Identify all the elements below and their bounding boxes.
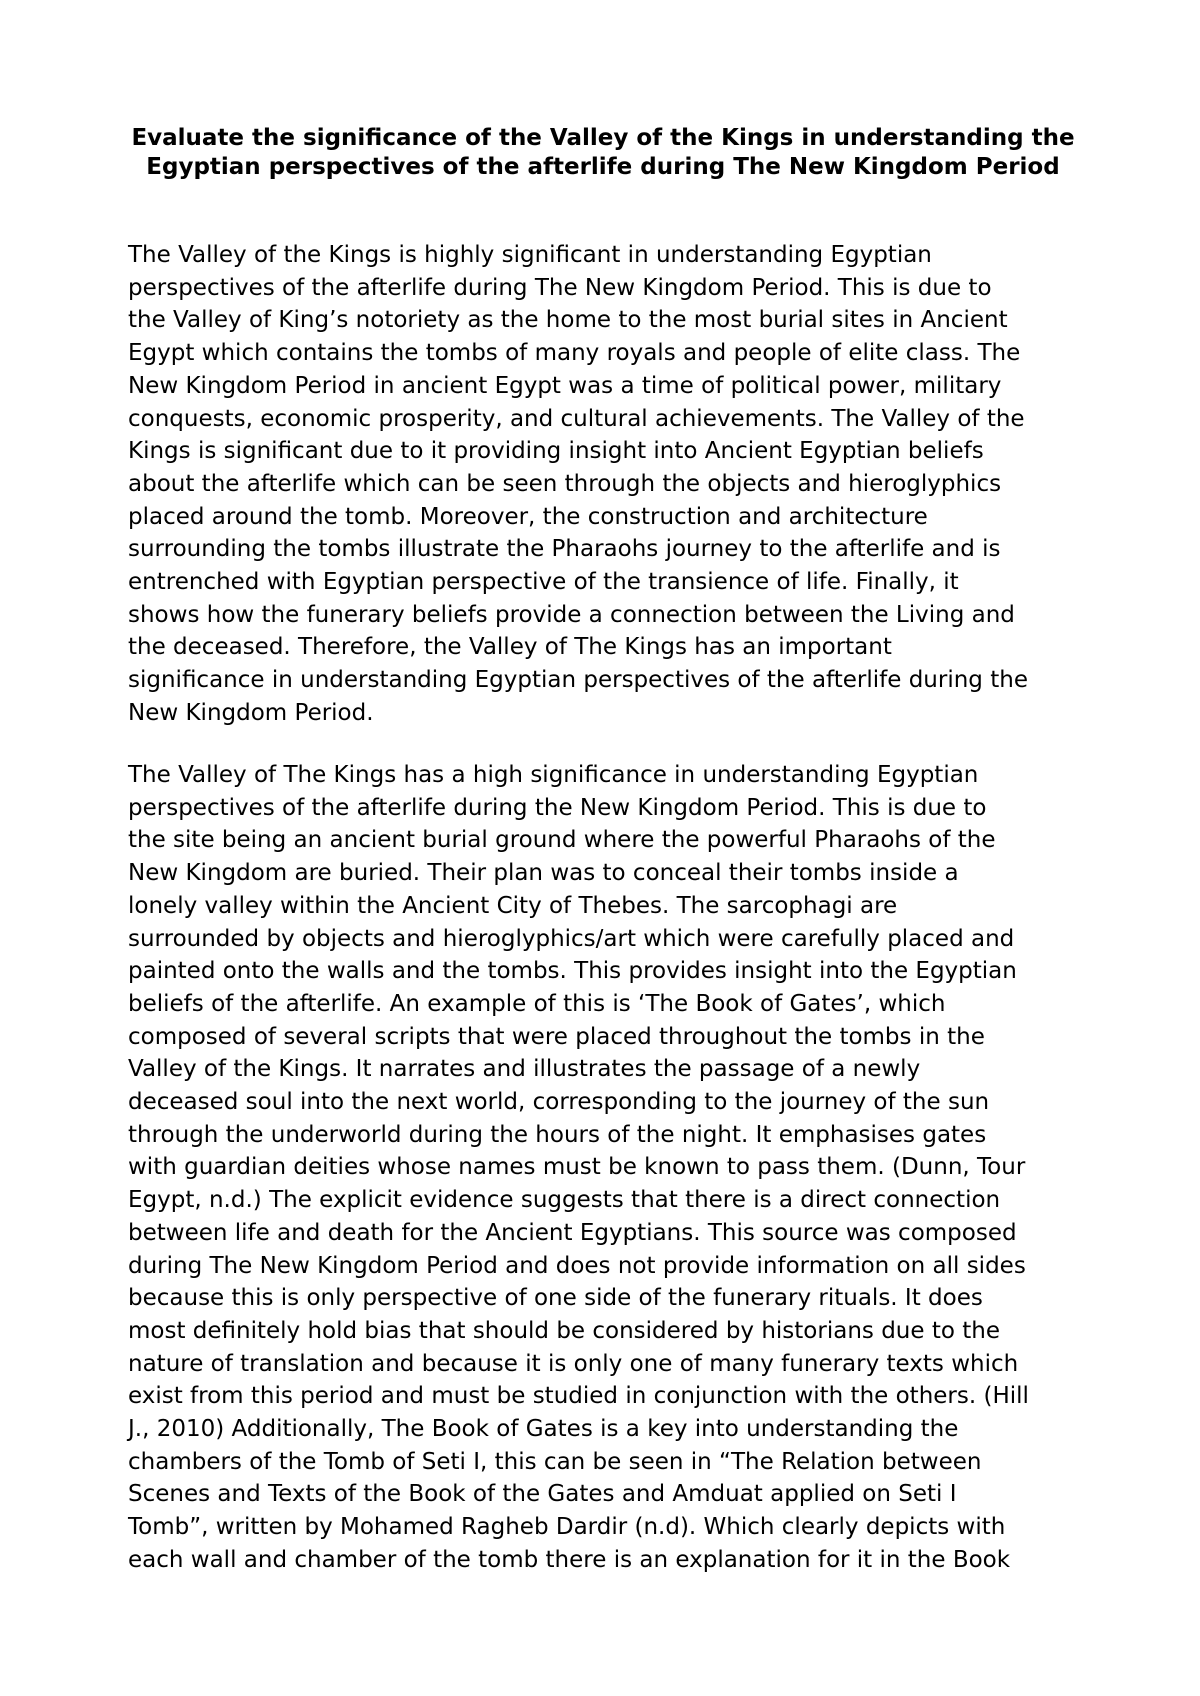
paragraph-line: through the underworld during the hours of the night. It emphasises gates: [128, 1121, 987, 1148]
paragraph-line: shows how the funerary beliefs provide a connection between the Living and: [128, 601, 1015, 628]
paragraph-line: conquests, economic prosperity, and cultural achievements. The Valley of the: [128, 405, 1025, 432]
paragraph-line: New Kingdom are buried. Their plan was to conceal their tombs inside a: [128, 860, 959, 887]
paragraph-line: Valley of the Kings. It narrates and illustrates the passage of a newly: [128, 1056, 921, 1083]
paragraph-line: because this is only perspective of one side of the funerary rituals. It does: [128, 1285, 983, 1312]
paragraph-line: the site being an ancient burial ground where the powerful Pharaohs of the: [128, 827, 996, 854]
document-title: Evaluate the significance of the Valley of the Kings in understanding the Egyptian perspectives of the afterlife during The New Kingdom Period: [131, 125, 1075, 180]
paragraph-line: exist from this period and must be studied in conjunction with the others. (Hill: [128, 1383, 1029, 1410]
paragraph-line: J., 2010) Additionally, The Book of Gates is a key into understanding the: [128, 1416, 959, 1443]
paragraph-line: placed around the tomb. Moreover, the construction and architecture: [128, 503, 928, 530]
paragraph-line: beliefs of the afterlife. An example of this is ‘The Book of Gates’, which: [128, 990, 946, 1017]
paragraph-line: with guardian deities whose names must be known to pass them. (Dunn, Tour: [128, 1154, 1026, 1181]
paragraph-line: Kings is significant due to it providing insight into Ancient Egyptian beliefs: [128, 438, 984, 465]
paragraph-line: chambers of the Tomb of Seti I, this can be seen in “The Relation between: [128, 1448, 982, 1475]
paragraph-line: perspectives of the afterlife during The New Kingdom Period. This is due to: [128, 274, 992, 301]
paragraph-line: composed of several scripts that were placed throughout the tombs in the: [128, 1023, 985, 1050]
paragraph-line: about the afterlife which can be seen through the objects and hieroglyphics: [128, 470, 1002, 497]
paragraph-line: surrounding the tombs illustrate the Pharaohs journey to the afterlife and is: [128, 536, 1001, 563]
paragraph-line: the deceased. Therefore, the Valley of The Kings has an important: [128, 634, 892, 661]
paragraph-line: Scenes and Texts of the Book of the Gates and Amduat applied on Seti I: [128, 1481, 957, 1508]
paragraph-line: perspectives of the afterlife during the New Kingdom Period. This is due to: [128, 794, 987, 821]
paragraph-introduction: [128, 239, 1088, 730]
paragraph-line: The Valley of the Kings is highly significant in understanding Egyptian: [128, 242, 932, 268]
paragraph-line: between life and death for the Ancient Egyptians. This source was composed: [128, 1219, 1017, 1246]
paragraph-line: lonely valley within the Ancient City of Thebes. The sarcophagi are: [128, 892, 898, 919]
paragraph-line: significance in understanding Egyptian perspectives of the afterlife during the: [128, 667, 1028, 694]
paragraph-body: [128, 759, 1088, 1577]
paragraph-line: entrenched with Egyptian perspective of the transience of life. Finally, it: [128, 569, 959, 596]
paragraph-line: during The New Kingdom Period and does not provide information on all sides: [128, 1252, 1026, 1279]
paragraph-line: New Kingdom Period.: [128, 699, 374, 726]
paragraph-line: the Valley of King’s notoriety as the home to the most burial sites in Ancient: [128, 307, 1008, 334]
paragraph-line: Egypt, n.d.) The explicit evidence suggests that there is a direct connection: [128, 1187, 1001, 1214]
paragraph-line: deceased soul into the next world, corresponding to the journey of the sun: [128, 1089, 990, 1116]
paragraph-line: nature of translation and because it is only one of many funerary texts which: [128, 1350, 1019, 1377]
paragraph-line: surrounded by objects and hieroglyphics/art which were carefully placed and: [128, 925, 1015, 952]
paragraph-line: New Kingdom Period in ancient Egypt was a time of political power, military: [128, 372, 1002, 399]
paragraph-line: painted onto the walls and the tombs. This provides insight into the Egyptian: [128, 958, 1017, 985]
paragraph-line: Tomb”, written by Mohamed Ragheb Dardir (n.d). Which clearly depicts with: [128, 1514, 1006, 1541]
paragraph-line: most definitely hold bias that should be considered by historians due to the: [128, 1317, 1000, 1344]
paragraph-line: each wall and chamber of the tomb there is an explanation for it in the Book: [128, 1546, 1011, 1573]
paragraph-line: Egypt which contains the tombs of many royals and people of elite class. The: [128, 340, 1021, 367]
paragraph-line: The Valley of The Kings has a high significance in understanding Egyptian: [128, 762, 979, 788]
